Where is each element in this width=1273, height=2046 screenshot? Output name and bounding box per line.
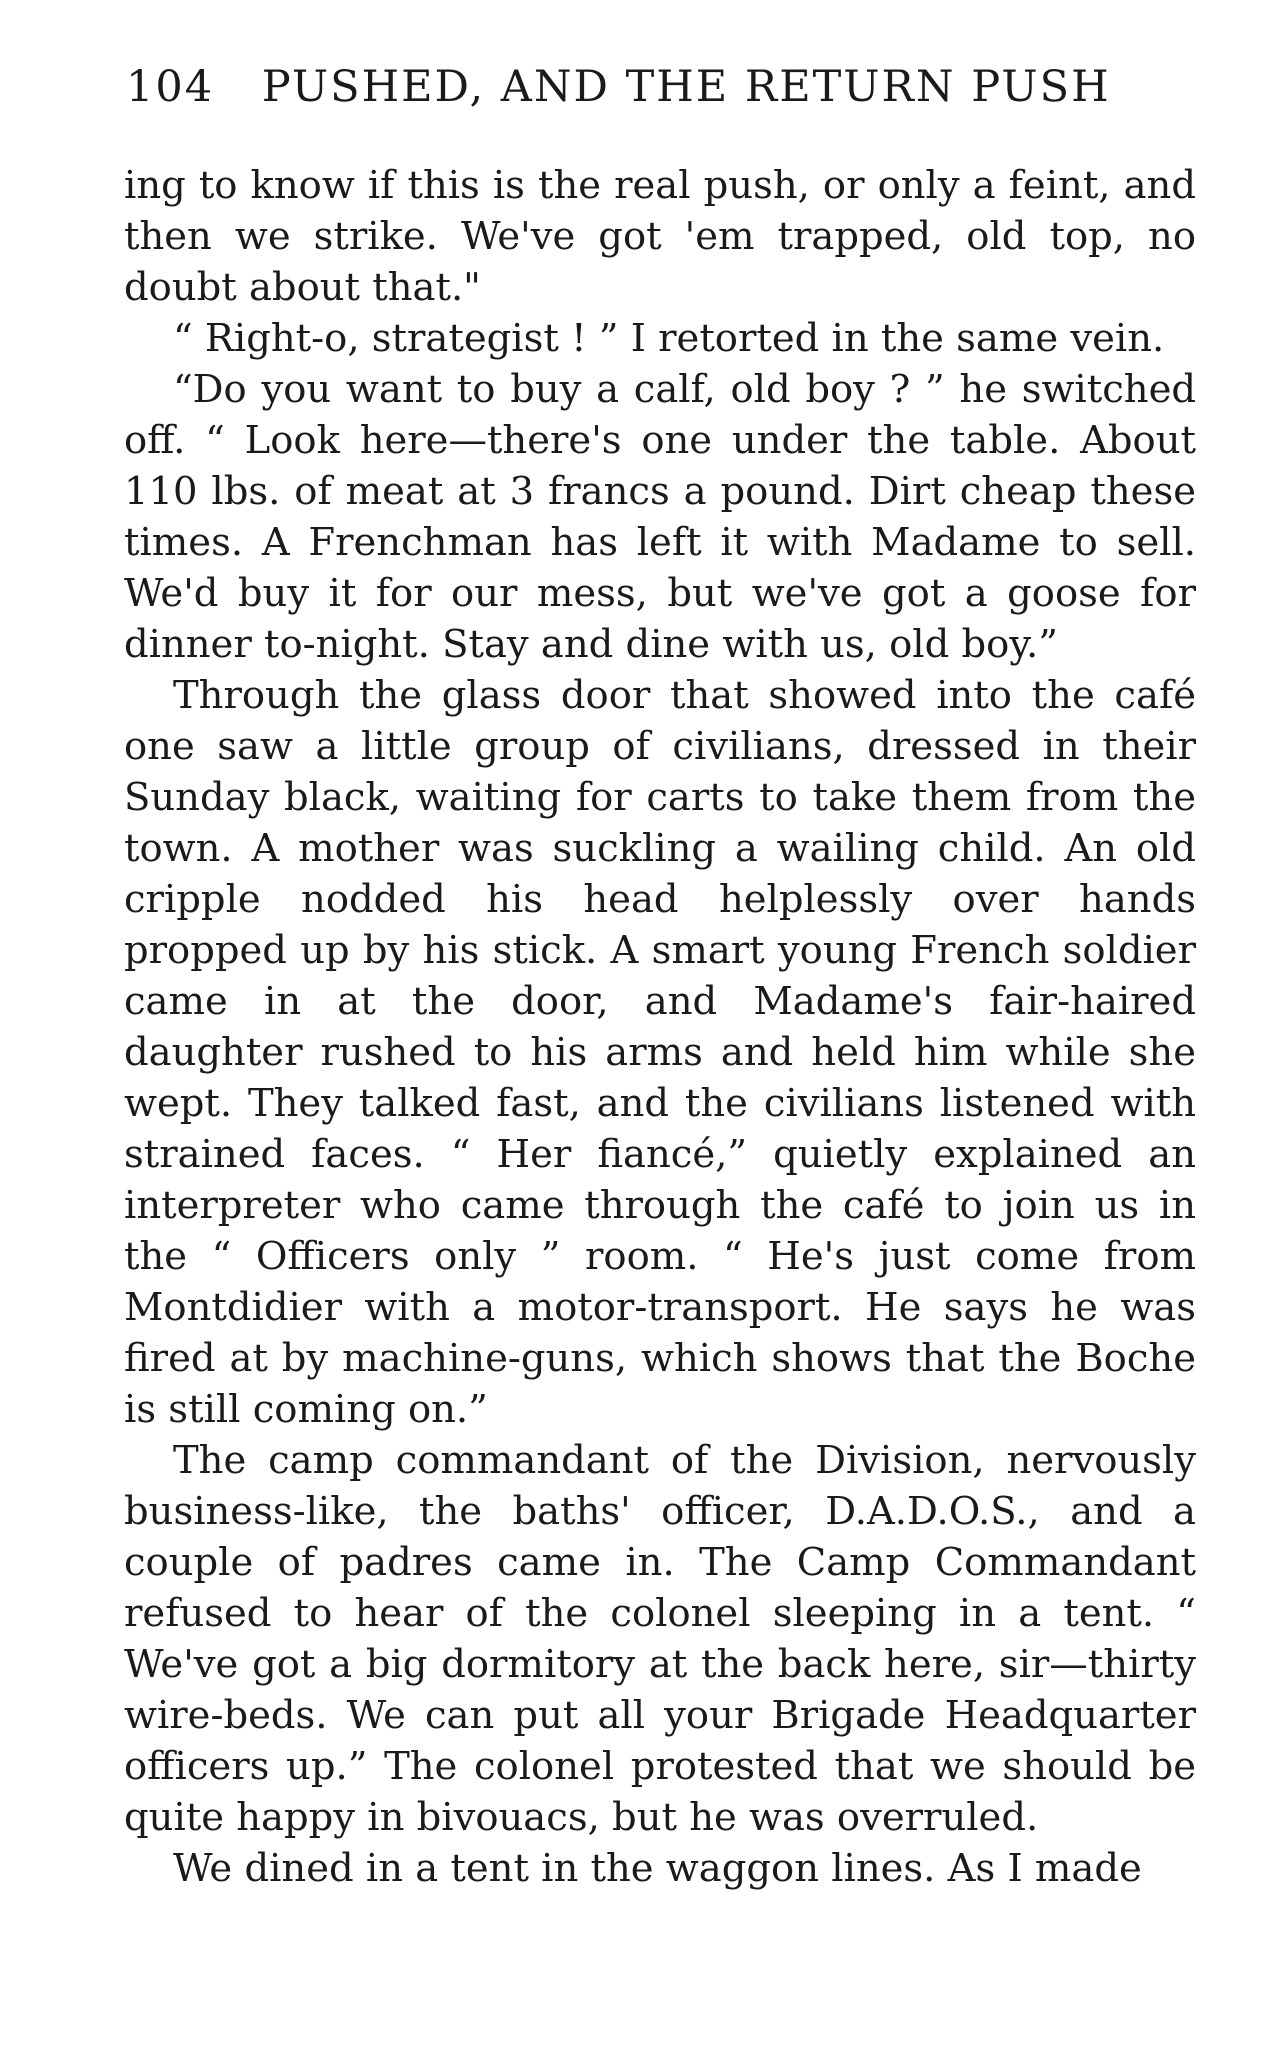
paragraph: The camp commandant of the Division, nervously business-like, the baths' officer, D.A.D.O.S., and a couple of padres came in. The Camp Commandant refused to hear of the colonel sleeping in a tent. “ We've got a big dormitory at the back here, sir—thirty wire-beds. We can put all your Brigade Headquarter officers up.” The colonel protested that we should be quite happy in bivouacs, but he was overruled.	[124, 1438, 1196, 1840]
paragraph: Through the glass door that showed into the café one saw a little group of civilians, dressed in their Sunday black, waiting for carts to take them from the town. A mother was suckling a wailing child. An old cripple nodded his head helplessly over hands propped up by his stick. A smart young French soldier came in at the door, and Madame's fair-haired daughter rushed to his arms and held him while she wept. They talked fast, and the civilians listened with strained faces. “ Her fiancé,” quietly explained an interpreter who came through the café to join us in the “ Officers only ” room. “ He's just come from Montdidier with a motor-transport. He says he was fired at by machine-guns, which shows that the Boche is still coming on.”	[124, 673, 1196, 1432]
paragraph: “ Right-o, strategist ! ” I retorted in the same vein.	[173, 316, 1165, 361]
body-text	[124, 160, 1196, 1894]
paragraph-continuation: ing to know if this is the real push, or only a feint, and then we strike. We've got 'em trapped, old top, no doubt about that."	[124, 163, 1196, 310]
page-header	[126, 62, 1126, 122]
page-number: 104	[126, 62, 215, 112]
paragraph: We dined in a tent in the waggon lines. As I made	[173, 1846, 1142, 1891]
running-title: PUSHED, AND THE RETURN PUSH	[261, 62, 1111, 112]
paragraph: “Do you want to buy a calf, old boy ? ” he switched off. “ Look here—there's one under the table. About 110 lbs. of meat at 3 francs a pound. Dirt cheap these times. A Frenchman has left it with Madame to sell. We'd buy it for our mess, but we've got a goose for dinner to-night. Stay and dine with us, old boy.”	[124, 367, 1196, 667]
